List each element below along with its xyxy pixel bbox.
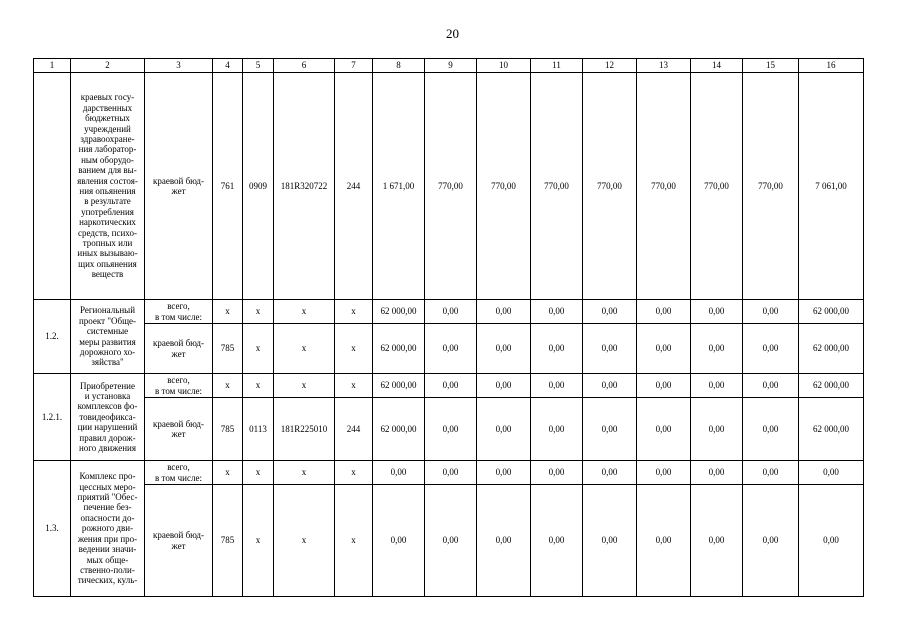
table-cell: x [274, 374, 335, 398]
table-cell: 0,00 [743, 485, 799, 597]
table-cell: 0,00 [637, 324, 691, 374]
table-cell: 0,00 [477, 324, 531, 374]
table-cell: x [243, 324, 274, 374]
table-cell: 0,00 [583, 300, 637, 324]
table-row [34, 374, 864, 398]
table-cell: 0,00 [583, 324, 637, 374]
table-cell: 0,00 [691, 461, 743, 485]
page-number: 20 [446, 26, 459, 41]
table-cell: 0909 [243, 73, 274, 300]
header-cell: 9 [425, 59, 477, 73]
row-number-cell: 1.2.1. [34, 374, 71, 461]
table-cell: x [335, 324, 373, 374]
budget-table [33, 58, 864, 597]
table-cell: x [274, 461, 335, 485]
header-cell: 15 [743, 59, 799, 73]
table-cell: x [243, 374, 274, 398]
table-row [34, 324, 864, 374]
table-cell: 62 000,00 [373, 300, 425, 324]
budget-source-cell: всего, в том числе: [145, 300, 213, 324]
table-cell: 62 000,00 [373, 398, 425, 461]
header-cell: 11 [531, 59, 583, 73]
table-cell: 0,00 [583, 485, 637, 597]
row-number-cell: 1.2. [34, 300, 71, 374]
table-cell: x [335, 374, 373, 398]
table-cell: 0,00 [691, 300, 743, 324]
table-cell: 785 [213, 324, 243, 374]
table-cell: x [274, 324, 335, 374]
table-cell: 181R320722 [274, 73, 335, 300]
table-cell: 0,00 [425, 461, 477, 485]
table-cell: x [335, 485, 373, 597]
table-cell: x [243, 300, 274, 324]
table-cell: 0,00 [743, 374, 799, 398]
table-cell: 0,00 [583, 398, 637, 461]
table-cell: 761 [213, 73, 243, 300]
header-row [34, 59, 864, 73]
table-cell: 770,00 [743, 73, 799, 300]
table-cell: 181R225010 [274, 398, 335, 461]
header-cell: 7 [335, 59, 373, 73]
table-cell: 0,00 [799, 485, 864, 597]
table-cell: 0,00 [637, 300, 691, 324]
activity-name-cell: Комплекс про- цессных меро- приятий "Обес- печение без- опасности до- рожного дви- жения при про- ведении значи- мых обще- ственно-поли- тических, куль- [71, 461, 145, 597]
table-cell: x [243, 461, 274, 485]
header-cell: 3 [145, 59, 213, 73]
table-cell: 0,00 [743, 324, 799, 374]
header-cell: 1 [34, 59, 71, 73]
table-cell: x [335, 300, 373, 324]
table-cell: 785 [213, 485, 243, 597]
table-cell: 0113 [243, 398, 274, 461]
table-cell: 0,00 [477, 485, 531, 597]
table-cell: 0,00 [691, 374, 743, 398]
budget-source-cell: краевой бюд- жет [145, 324, 213, 374]
table-cell: 244 [335, 398, 373, 461]
table-cell: 62 000,00 [799, 374, 864, 398]
header-cell: 13 [637, 59, 691, 73]
activity-name-cell: краевых госу- дарственных бюджетных учреждений здравоохране- ния лаборатор- ным оборудо- ванием для вы- явления состоя- ния опьянения в результате употребления наркотических средств, психо- тропных или иных вызываю- щих опьянения веществ [71, 73, 145, 300]
table-cell: 0,00 [691, 324, 743, 374]
table-cell: 770,00 [425, 73, 477, 300]
table-cell: 0,00 [637, 485, 691, 597]
table-cell: x [213, 461, 243, 485]
table-cell: 770,00 [691, 73, 743, 300]
table-cell: 0,00 [583, 374, 637, 398]
table-row [34, 300, 864, 324]
header-cell: 4 [213, 59, 243, 73]
table-cell: 0,00 [637, 398, 691, 461]
table-cell: 7 061,00 [799, 73, 864, 300]
table-cell: x [213, 300, 243, 324]
table-row [34, 461, 864, 485]
header-cell: 16 [799, 59, 864, 73]
table-cell: 0,00 [425, 485, 477, 597]
table-cell: 0,00 [637, 374, 691, 398]
budget-source-cell: краевой бюд- жет [145, 73, 213, 300]
table-cell: 0,00 [477, 398, 531, 461]
table-cell: x [213, 374, 243, 398]
table-cell: x [274, 300, 335, 324]
table-cell: 770,00 [637, 73, 691, 300]
table-cell: 0,00 [583, 461, 637, 485]
table-cell: 62 000,00 [373, 374, 425, 398]
table-row [34, 485, 864, 597]
table-row [34, 73, 864, 300]
table-cell: 0,00 [477, 461, 531, 485]
table-cell: 0,00 [373, 485, 425, 597]
table-cell: 0,00 [691, 398, 743, 461]
table-cell: 244 [335, 73, 373, 300]
table-cell: x [335, 461, 373, 485]
table-cell: 0,00 [425, 374, 477, 398]
header-cell: 2 [71, 59, 145, 73]
table-cell: 0,00 [799, 461, 864, 485]
table-cell: 0,00 [531, 461, 583, 485]
table-cell: 0,00 [531, 398, 583, 461]
activity-name-cell: Региональный проект "Обще- системные меры развития дорожного хо- зяйства" [71, 300, 145, 374]
row-number-cell [34, 73, 71, 300]
table-cell: 770,00 [477, 73, 531, 300]
table-cell: 0,00 [531, 324, 583, 374]
table-cell: 0,00 [531, 300, 583, 324]
table-cell: 0,00 [425, 398, 477, 461]
table-cell: 0,00 [425, 324, 477, 374]
table-cell: 62 000,00 [373, 324, 425, 374]
budget-source-cell: всего, в том числе: [145, 374, 213, 398]
budget-source-cell: краевой бюд- жет [145, 398, 213, 461]
table-cell: x [274, 485, 335, 597]
header-cell: 6 [274, 59, 335, 73]
table-cell: 0,00 [531, 485, 583, 597]
row-number-cell: 1.3. [34, 461, 71, 597]
table-cell: 0,00 [477, 374, 531, 398]
header-cell: 12 [583, 59, 637, 73]
table-cell: 62 000,00 [799, 300, 864, 324]
table-cell: 785 [213, 398, 243, 461]
table-cell: 0,00 [373, 461, 425, 485]
table-cell: 770,00 [583, 73, 637, 300]
table-cell: 0,00 [637, 461, 691, 485]
budget-source-cell: всего, в том числе: [145, 461, 213, 485]
table-cell: 62 000,00 [799, 398, 864, 461]
table-row [34, 398, 864, 461]
table-cell: 1 671,00 [373, 73, 425, 300]
table-cell: x [243, 485, 274, 597]
activity-name-cell: Приобретение и установка комплексов фо- товидеофикса- ции нарушений правил дорож- ного движения [71, 374, 145, 461]
table-cell: 0,00 [531, 374, 583, 398]
table-cell: 0,00 [743, 461, 799, 485]
table-cell: 62 000,00 [799, 324, 864, 374]
table-cell: 0,00 [425, 300, 477, 324]
header-cell: 5 [243, 59, 274, 73]
table-cell: 0,00 [743, 300, 799, 324]
header-cell: 10 [477, 59, 531, 73]
table-cell: 0,00 [743, 398, 799, 461]
header-cell: 14 [691, 59, 743, 73]
budget-source-cell: краевой бюд- жет [145, 485, 213, 597]
table-cell: 0,00 [477, 300, 531, 324]
table-cell: 0,00 [691, 485, 743, 597]
header-cell: 8 [373, 59, 425, 73]
table-cell: 770,00 [531, 73, 583, 300]
